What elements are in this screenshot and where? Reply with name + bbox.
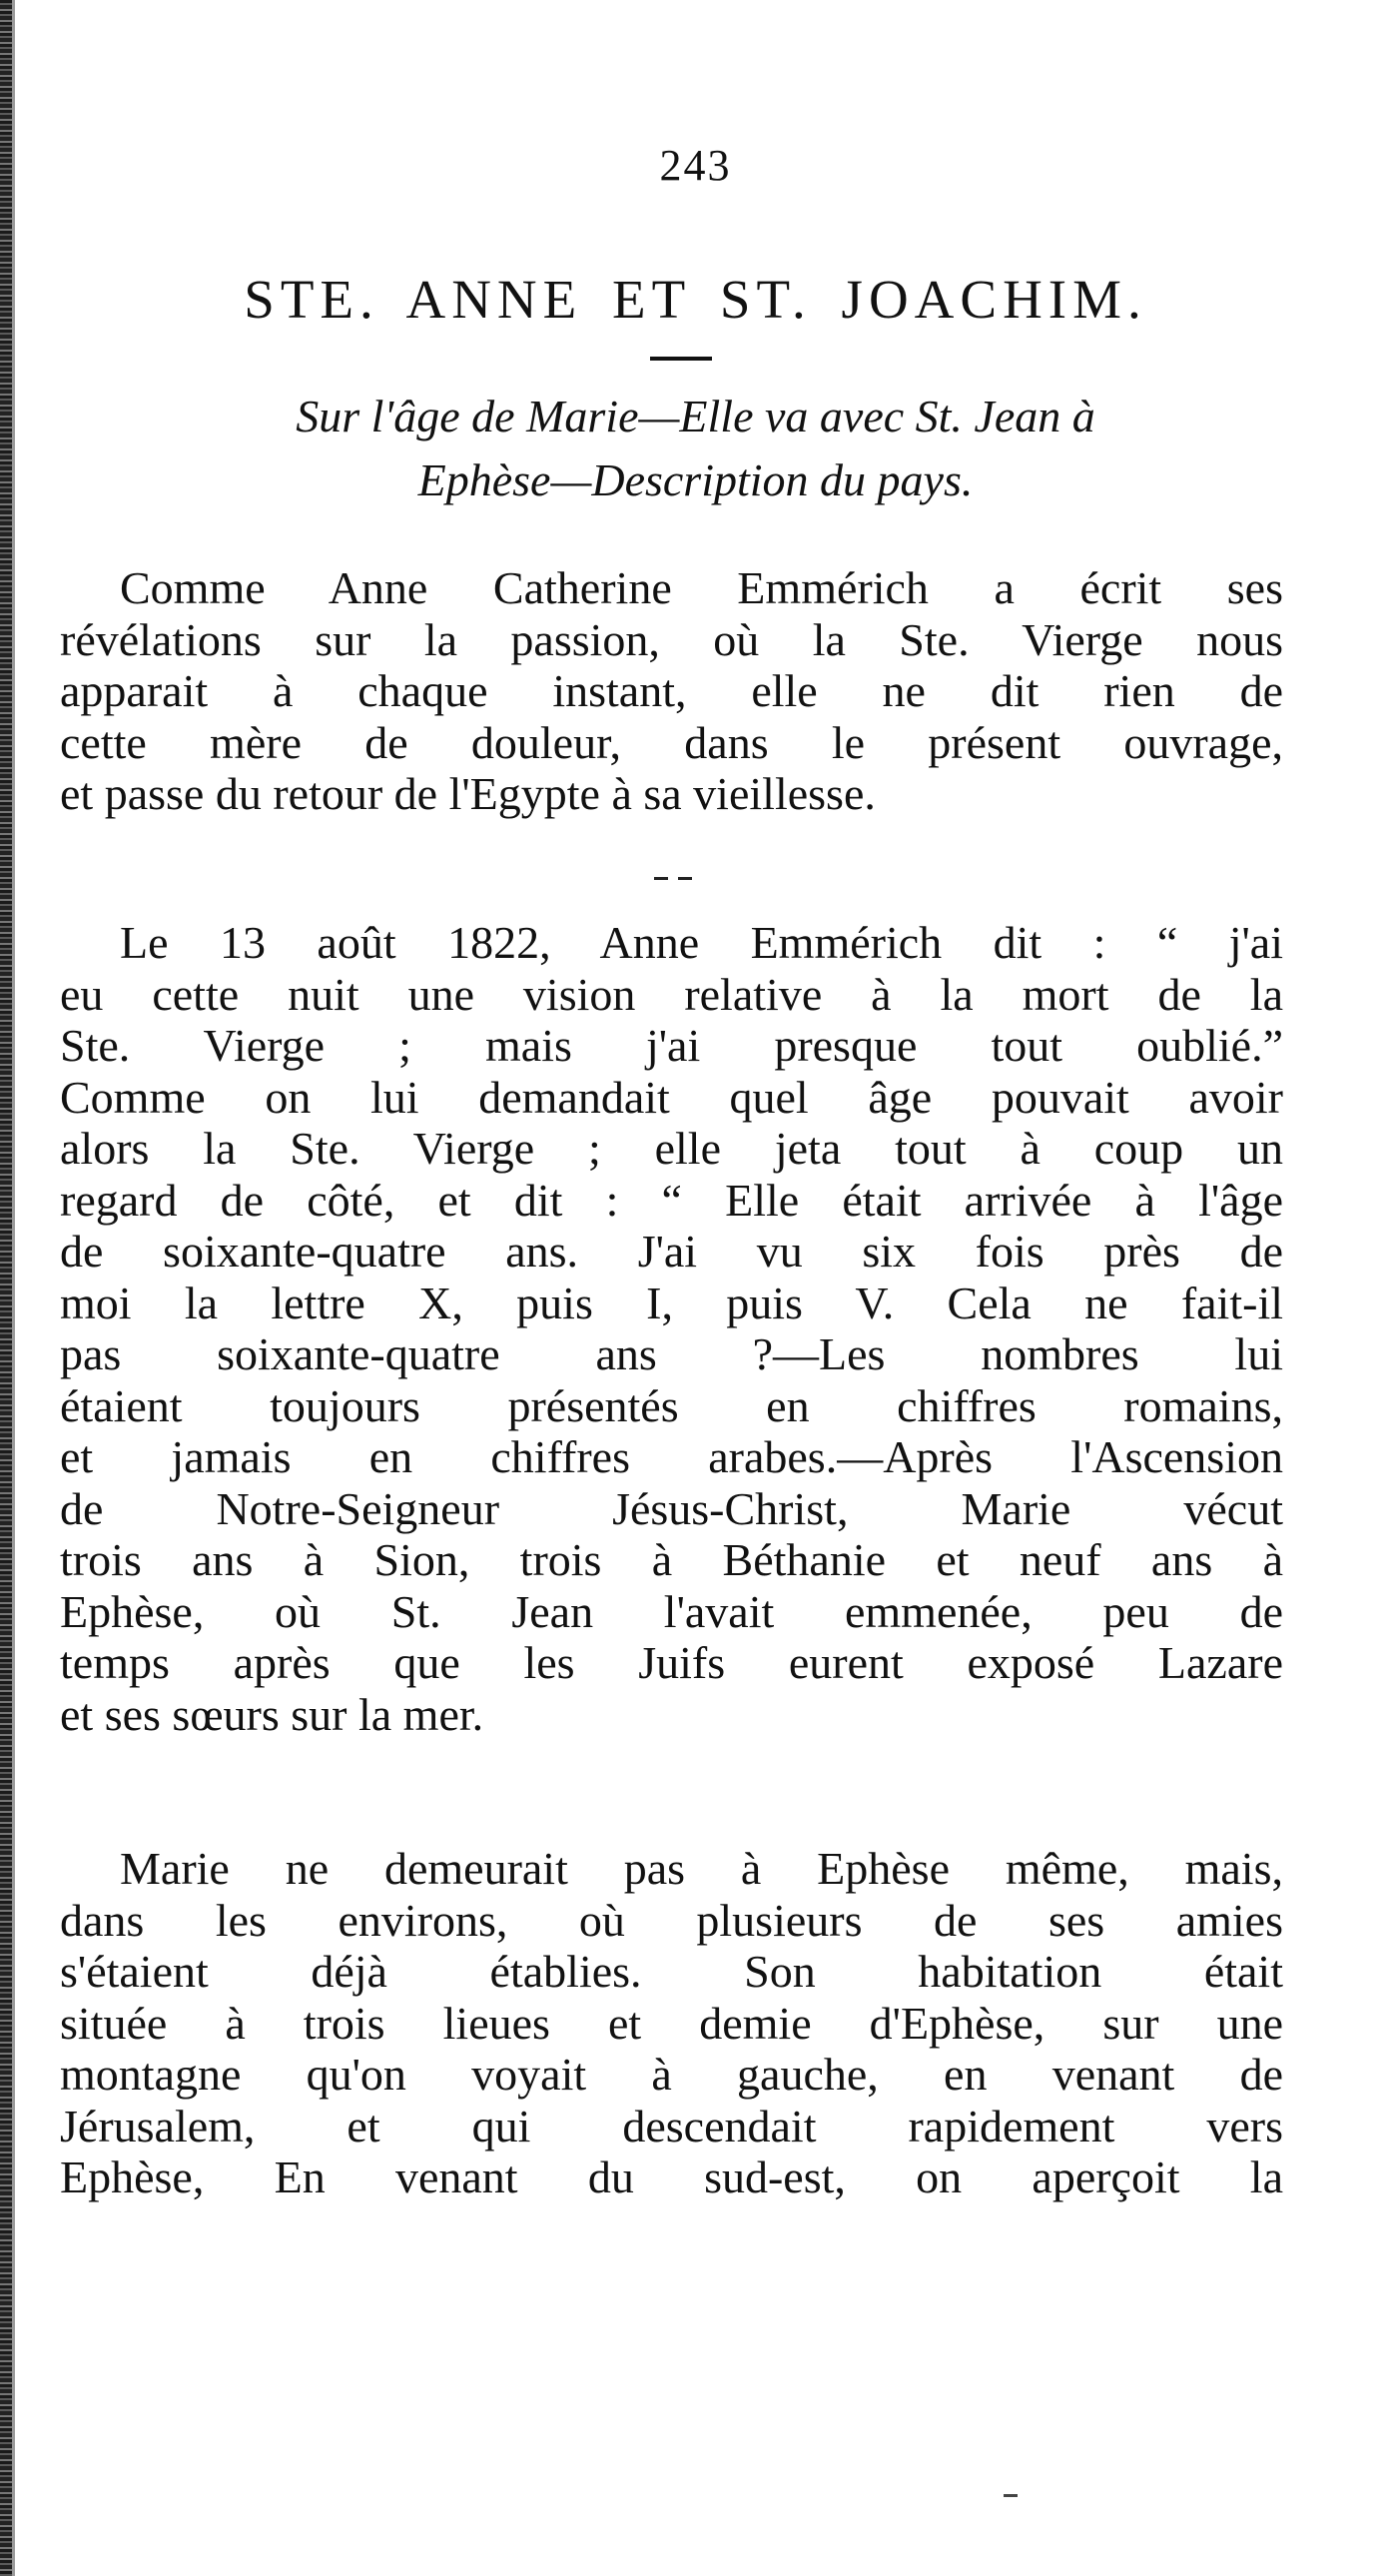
text-line: Comme Anne Catherine Emmérich a écrit ses [120,562,1283,613]
paragraph-2 [60,917,1283,1740]
text-line: Ephèse, où St. Jean l'avait emmenée, peu de [60,1585,1283,1637]
page-number: 243 [659,141,732,190]
text-line: s'étaient déjà établies. Son habitation était [60,1946,1283,1997]
text-line: située à trois lieues et demie d'Ephèse, sur une [60,1997,1283,2049]
section-separator [654,877,694,880]
text-line: Ephèse, En venant du sud-est, on aperçoit la [60,2151,1283,2202]
subtitle-line: Sur l'âge de Marie—Elle va avec St. Jean à [296,391,1095,441]
text-line: et ses sœurs sur la mer. [60,1688,484,1740]
text-line: cette mère de douleur, dans le présent ouvrage, [60,716,1283,768]
subtitle-line: Ephèse—Description du pays. [417,454,974,505]
text-line: Le 13 août 1822, Anne Emmérich dit : “ j'ai [120,917,1283,968]
text-line: Jérusalem, et qui descendait rapidement vers [60,2100,1283,2151]
text-line: de soixante-quatre ans. J'ai vu six fois près de [60,1226,1283,1277]
text-line: eu cette nuit une vision relative à la mort de la [60,968,1283,1020]
title-rule [650,357,712,361]
paragraph-1 [60,562,1283,820]
print-speck [1004,2494,1018,2497]
text-line: pas soixante-quatre ans ?—Les nombres lui [60,1328,1283,1379]
text-line: étaient toujours présentés en chiffres romains, [60,1379,1283,1431]
text-line: et jamais en chiffres arabes.—Après l'Ascension [60,1431,1283,1482]
text-line: apparait à chaque instant, elle ne dit rien de [60,665,1283,716]
text-line: Marie ne demeurait pas à Ephèse même, mais, [120,1843,1283,1894]
text-line: de Notre-Seigneur Jésus-Christ, Marie vécut [60,1482,1283,1534]
text-line: regard de côté, et dit : “ Elle était arrivée à l'âge [60,1174,1283,1226]
text-line: et passe du retour de l'Egypte à sa vieillesse. [60,768,876,819]
chapter-subtitle [0,385,1391,512]
text-line: Comme on lui demandait quel âge pouvait avoir [60,1071,1283,1123]
text-line: dans les environs, où plusieurs de ses amies [60,1894,1283,1946]
text-line: révélations sur la passion, où la Ste. Vierge nous [60,613,1283,665]
text-line: Ste. Vierge ; mais j'ai presque tout oublié.” [60,1020,1283,1071]
text-line: temps après que les Juifs eurent exposé Lazare [60,1637,1283,1688]
paragraph-3 [60,1843,1283,2203]
text-line: alors la Ste. Vierge ; elle jeta tout à coup un [60,1123,1283,1174]
text-line: moi la lettre X, puis I, puis V. Cela ne fait-il [60,1277,1283,1328]
chapter-title: STE. ANNE ET ST. JOACHIM. [244,269,1147,330]
text-line: trois ans à Sion, trois à Béthanie et neuf ans à [60,1534,1283,1585]
text-line: montagne qu'on voyait à gauche, en venant de [60,2049,1283,2100]
